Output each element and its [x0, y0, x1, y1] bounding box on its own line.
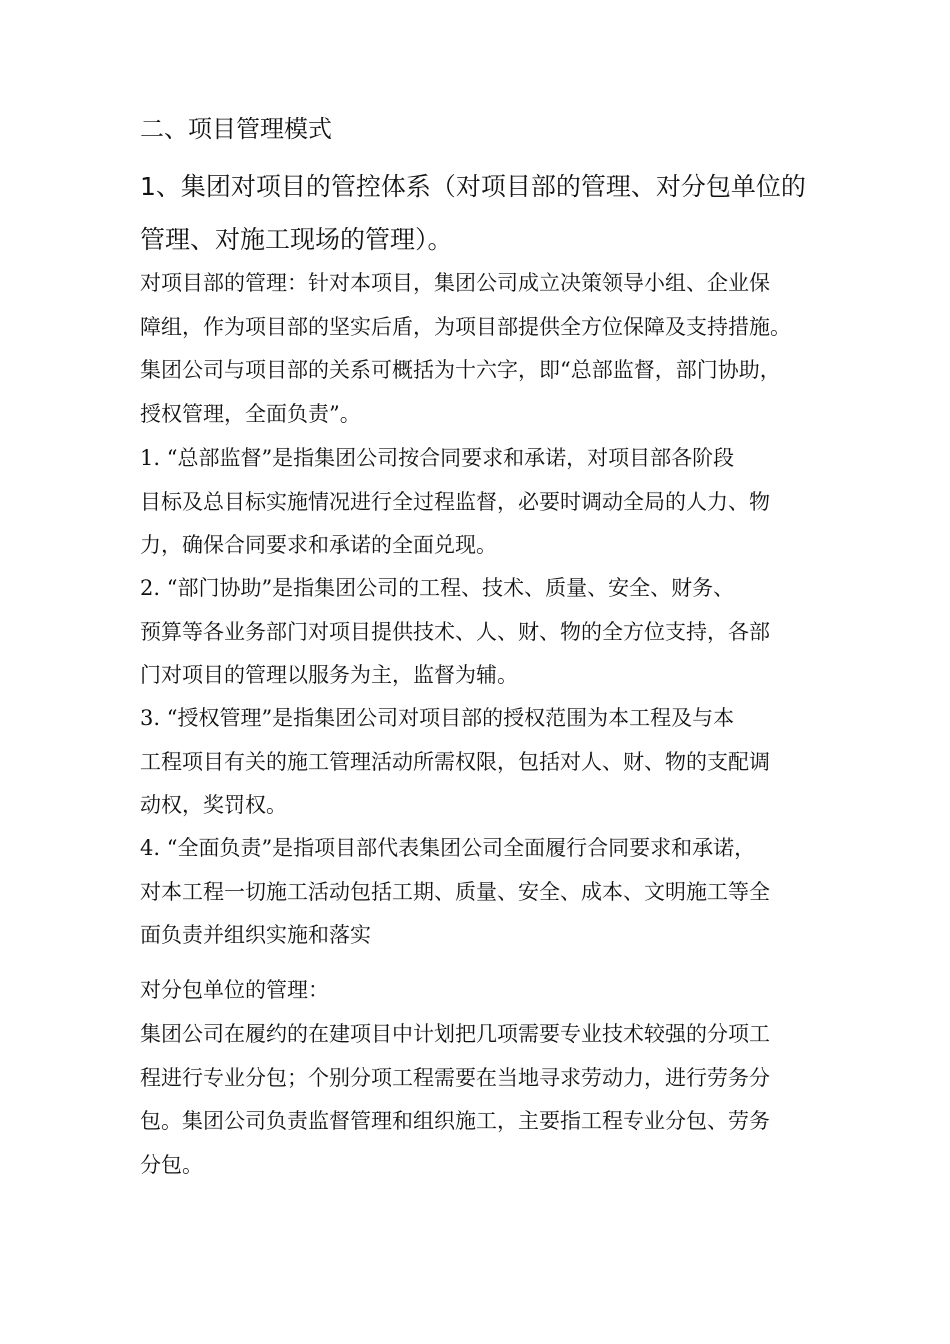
text-line: 动权，奖罚权。	[140, 793, 287, 817]
text-line: 门对项目的管理以服务为主，监督为辅。	[140, 663, 518, 687]
text-line: 程进行专业分包；个别分项工程需要在当地寻求劳动力，进行劳务分	[140, 1065, 770, 1090]
text-line: 3. “授权管理”是指集团公司对项目部的授权范围为本工程及与本	[140, 706, 735, 730]
text-line: 对分包单位的管理：	[140, 978, 329, 1002]
text-line: 集团公司在履约的在建项目中计划把几项需要专业技术较强的分项工	[140, 1022, 770, 1046]
list-item-full-responsibility	[140, 827, 840, 958]
text-line: 力，确保合同要求和承诺的全面兑现。	[140, 533, 497, 557]
text-line: 包。集团公司负责监督管理和组织施工，主要指工程专业分包、劳务	[140, 1109, 770, 1133]
text-line: 对项目部的管理：针对本项目，集团公司成立决策领导小组、企业保	[140, 271, 770, 295]
text-line: 对本工程一切施工活动包括工期、质量、安全、成本、文明施工等全	[140, 879, 770, 904]
text-line: 授权管理，全面负责”。	[140, 401, 361, 426]
subheading-line: 1、集团对项目的管控体系（对项目部的管理、对分包单位的	[140, 172, 806, 201]
list-item-headquarters-supervision	[140, 437, 840, 568]
list-item-department-assistance	[140, 567, 840, 698]
text-line: 面负责并组织实施和落实	[140, 923, 371, 947]
text-line: 目标及总目标实施情况进行全过程监督，必要时调动全局的人力、物	[140, 489, 770, 514]
text-line: 集团公司与项目部的关系可概括为十六字，即“总部监督，部门协助，	[140, 358, 781, 382]
list-item-authorized-management	[140, 697, 840, 828]
subcontract-paragraph	[140, 1013, 840, 1187]
text-line: 障组，作为项目部的坚实后盾，为项目部提供全方位保障及支持措施。	[140, 314, 791, 339]
text-line: 1. “总部监督”是指集团公司按合同要求和承诺，对项目部各阶段	[140, 446, 735, 470]
text-line: 2. “部门协助”是指集团公司的工程、技术、质量、安全、财务、	[140, 576, 735, 600]
subheading	[140, 160, 830, 266]
subcontract-heading	[140, 969, 840, 1013]
text-line: 预算等各业务部门对项目提供技术、人、财、物的全方位支持，各部	[140, 619, 770, 644]
section-heading: 二、项目管理模式	[140, 115, 332, 143]
text-line: 分包。	[140, 1152, 203, 1177]
intro-paragraph	[140, 262, 840, 436]
subheading-line: 管理、对施工现场的管理）。	[140, 225, 453, 254]
text-line: 工程项目有关的施工管理活动所需权限，包括对人、财、物的支配调	[140, 749, 770, 774]
text-line: 4. “全面负责”是指项目部代表集团公司全面履行合同要求和承诺，	[140, 836, 756, 860]
